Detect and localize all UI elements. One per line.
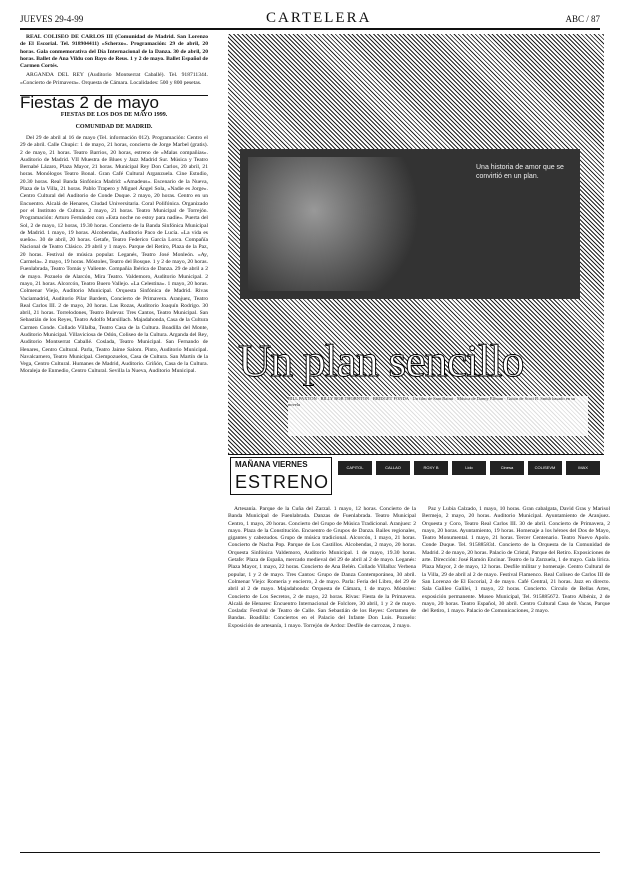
cinema-logos (338, 461, 600, 475)
cinema-logo: ROXY B (414, 461, 448, 475)
header-rule (20, 28, 600, 30)
section-title: CARTELERA (266, 10, 372, 26)
estreno-day: MAÑANA VIERNES (235, 460, 308, 469)
fiestas-body: Del 29 de abril al 16 de mayo (Tel. información 012). Programación: Centro el 29 de abril. Calle Chupic: 1 de mayo, 21 horas, concierto de Jorge Marbel (gratis). 2 de mayo, 21 horas. Teatro Barrios, 20 horas, estreno de «Malas compañías». Auditorio de Madrid. VII Muestra de Blues y Jazz Madrid Sur. Música y Teatro Bernabé Lázaro, Plaza Mayor, 21 horas. Municipal Rey Don Carlos, 20 abril, 21 horas. Monólogos Teatro Bonal. Gran Café Cultural Arganzuela. Cine Estudio, 20.30 horas. Real Banda Sinfónica Madrid: «Amadeus». Escenario de la Nueva, Plaza de la Villa, 21 horas. Pablo Trapero y Miguel Ángel Sola, «Nadie es Jorge». Centro Cultural del Auditorio de Conde Duque. 2 mayo, 20 horas. Centro en un Encuentro. Alcalá de Henares, Ciudad Universitaria. Coral Polifónica. Organizado por el Instituto de Cultura. 2 mayo, 21 horas. Teatro Municipal de Torrejón. Programación: Arturo Fernández con «Esta noche no estoy para nadie». Puerta del Sol, 2 de mayo, 12 horas, 19.30 horas. Concierto de la Banda Sinfónica Municipal de Madrid. 1 mayo, 19 horas. Alcobendas, Auditorio Paco de Lucía. «La vida es sueño». 30 de abril, 20 horas. Getafe, Teatro Federico García Lorca. Compañía Nacional de Teatro Clásico. 29 abril y 1 mayo. Parque del Retiro, Plaza de la Paz, 20 horas. Festival de música popular. Leganés, Teatro José Monleón. «Ay, Carmela». 2 mayo, 19 horas. Móstoles, Teatro del Bosque. 1 y 2 de mayo, 20 horas. Fuenlabrada, Teatro Tomás y Valiente. Compañía Ibérica de Danza. 29 de abril a 2 de mayo. Pozuelo de Alarcón, Mira Teatro. Valdemoro, Auditorio Municipal. 2 mayo, 21 horas. Alcorcón, Teatro Buero Vallejo. «La Celestina». 1 mayo, 20 horas. Colmenar Viejo, Auditorio Municipal. Orquesta Sinfónica de Madrid. Rivas Vaciamadrid, Auditorio Pilar Bardem, Concierto de Primavera. Aranjuez, Teatro Real Carlos III. 2 de mayo, 20 horas. Las Rozas, Auditorio Joaquín Rodrigo. 30 abril, 21 horas. Torrelodones, Teatro Bulevar. Tres Cantos, Teatro Municipal. San Sebastián de los Reyes, Teatro Adolfo Marsillach. Majadahonda, Casa de la Cultura Carmen Conde. Collado Villalba, Teatro Casa de la Cultura. Boadilla del Monte, Auditorio Municipal. Villaviciosa de Odón, Coliseo de la Cultura. Arganda del Rey, Auditorio Montserrat Caballé. Coslada, Teatro Municipal. San Fernando de Henares, Centro Cultural. Parla, Teatro Jaime Salom. Pinto, Auditorio Municipal. Navalcarnero, Teatro Municipal. Ciempozuelos, Casa de Cultura. San Martín de la Vega, Centro Cultural. Humanes de Madrid, Auditorio. Griñón, Casa de la Cultura. Moraleja de Enmedio, Centro Cultural. Sevilla la Nueva, Auditorio Municipal. (20, 134, 208, 375)
estreno-box (230, 457, 332, 495)
ad-movie-title: Un plan sencillo (238, 335, 524, 386)
fiestas-subtitle-2: COMUNIDAD DE MADRID. (75, 123, 153, 130)
cinema-logo: IMAX (566, 461, 600, 475)
cinema-logo: COLISEVM (528, 461, 562, 475)
fiestas-heading: Fiestas 2 de mayo (20, 95, 208, 106)
movie-advertisement (228, 34, 604, 496)
column-right (422, 506, 610, 849)
ad-credits: BILL PAXTON · BILLY BOB THORNTON · BRIDGET FONDA · Un film de Sam Raimi · Música de Danny Elfman · Guión de Scott B. Smith basado en su novela (288, 396, 588, 436)
listing-arganda: ARGANDA DEL REY (Auditorio Montserrat Caballé). Tel. 918711344. «Concierto de Primavera». Orquesta de Cámara. Localidades: 500 y 800 pesetas. (20, 72, 208, 86)
page-header (20, 12, 600, 26)
fiestas-body-cont: Artesanía. Parque de la Cuña del Zarzal. 1 mayo, 12 horas. Concierto de la Banda Municipal de Fuenlabrada. Danzas de Fuenlabrada. Teatro Municipal Centro, 1 mayo, 20 horas. Concierto del Grupo de Música Tradicional. Aranjuez: 2 mayo. Plaza de la Constitución. Encuentro de Grupos de Danza. Bailes regionales, gigantes y cabezudos. Grupo de música tradicional. Alcorcón, 1 mayo, 21 horas. Concierto de Nacha Pop. Parque de Los Castillos. Alcobendas, 2 mayo, 20 horas. Orquesta Sinfónica Valdemoro, Auditorio Municipal. 1 de mayo, 19.30 horas. Getafe: Plaza de España, mercado medieval del 29 de abril al 2 de mayo. Leganés: Plaza Mayor, 1 mayo, 22 horas. Concierto de Ana Belén. Collado Villalba: Verbena popular, 1 y 2 de mayo. Tres Cantos: Grupo de Danza Contemporánea, 30 abril. Colmenar Viejo: Romería y encierro, 2 de mayo. Parla: Feria del Libro, del 29 de abril al 2 de mayo. Majadahonda: Orquesta de Cámara, 1 de mayo. Móstoles: Concierto de Los Secretos, 2 de mayo, 22 horas. Rivas: Fiesta de la Primavera. Alcalá de Henares: Encuentro Internacional de Folclore, 30 abril, 1 y 2 de mayo. Coslada: Festival de Teatro de Calle. San Sebastián de los Reyes: Certamen de Bandas. Boadilla: Conciertos en el Palacio del Infante Don Luis. Pozuelo: Exposición de artesanía, 1 mayo. Torrejón de Ardoz: Desfile de carrozas, 2 mayo. (228, 506, 416, 629)
footer-rule (20, 852, 600, 853)
cinema-logo: CALLAO (376, 461, 410, 475)
issue-date: JUEVES 29-4-99 (20, 14, 84, 24)
page-number: ABC / 87 (565, 14, 600, 24)
listing-coliseo: REAL COLISEO DE CARLOS III (Comunidad de Madrid. San Lorenzo de El Escorial. Tel. 918904411) «Scherzo». Programación: 29 de abril, 20 horas. Gala conmemorativa del Día Internacional de la Danza. 30 de abril, 20 horas. Ballet de Ana Vildu con Bayo de Reus. 1 y 2 de mayo. Ballet Español de Carmen Cortés. (20, 34, 208, 70)
ad-photo-panel (240, 149, 580, 299)
column-middle (228, 506, 416, 849)
fiestas-body-cont-2: Paz y Lubia Calzado, 1 mayo, 10 horas. Gran cabalgata, David Gras y Marisol Bermejo, 2 mayo, 20 horas. Auditorio Municipal. Ayuntamiento de Aranjuez. Orquesta y Coro, Teatro Real Carlos III. 30 de abril. Concierto de Primavera, 2 mayo, 20 horas. Ayuntamiento, 19 horas. Homenaje a los héroes del Dos de Mayo, Teatro Monumental. 1 mayo, 21 horas. Tercer Centenario. Teatro Nuevo Apolo. Conde Duque. Tel. 915885834. Concierto de la Orquesta de la Comunidad de Madrid. 2 de mayo, 20 horas. Palacio de Cristal, Parque del Retiro. Exposiciones de arte. Dirección: José Ramón Encinar. Teatro de la Zarzuela, 1 de mayo. Gala lírica. Plaza Mayor, 2 de mayo, 12 horas. Desfile militar y homenaje. Centro Cultural de la Villa, 29 de abril al 2 de mayo. Festival Flamenco. Real Coliseo de Carlos III de San Lorenzo de El Escorial, 2 de mayo. Café Central, 21 horas. Jazz en directo. Sala Galileo Galilei, 1 mayo, 22 horas. Concierto. Círculo de Bellas Artes, exposición permanente. Museo Municipal, Tel. 915885672. Teatro Albéniz, 2 de mayo, 20 horas. Teatro Español, 30 abril. Centro Cultural Casa de Vacas, Parque del Retiro, 1 mayo. Palacio de Comunicaciones, 2 mayo. (422, 506, 610, 615)
ad-footer (228, 454, 604, 497)
ad-photo (248, 157, 468, 291)
column-left (20, 34, 208, 849)
cinema-logo: Cinesa (490, 461, 524, 475)
estreno-label: ESTRENO (235, 472, 330, 492)
fiestas-subtitle-1: FIESTAS DE LOS DOS DE MAYO 1999. (60, 112, 168, 119)
cinema-logo: CAPITOL (338, 461, 372, 475)
cinema-logo: Lido (452, 461, 486, 475)
ad-tagline: Una historia de amor que se convirtió en un plan. (476, 164, 564, 180)
